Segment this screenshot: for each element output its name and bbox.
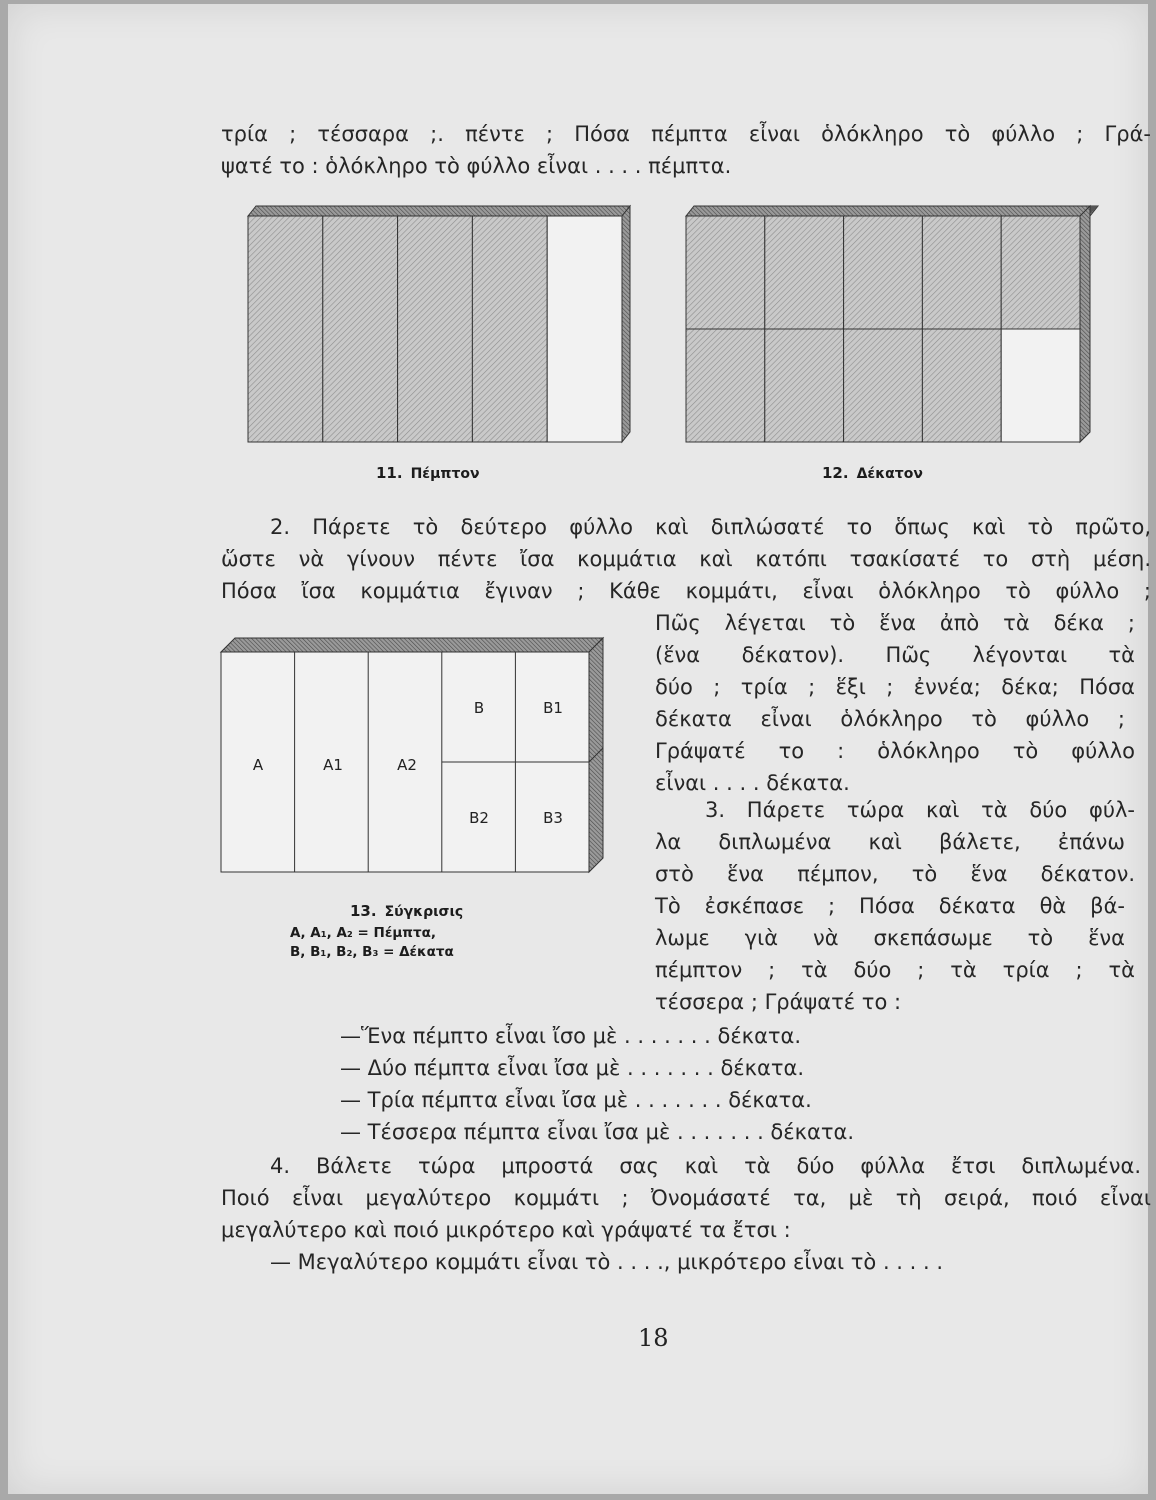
tenth-cell bbox=[844, 216, 923, 329]
figure-12-caption: 12. Δέκατον bbox=[822, 464, 923, 482]
fifth-cell bbox=[472, 216, 547, 442]
text-line: 3. Πάρετε τώρα καὶ τὰ δύο φύλ- bbox=[705, 798, 1135, 822]
text-line: Τὸ ἐσκέπασε ; Πόσα δέκατα θὰ βά- bbox=[655, 894, 1125, 918]
tenth-cell bbox=[922, 329, 1001, 442]
label-a1: A1 bbox=[323, 756, 343, 774]
label-b1: B1 bbox=[543, 699, 563, 717]
label-b2: B2 bbox=[469, 809, 489, 827]
text-line: ὥστε νὰ γίνουν πέντε ἴσα κομμάτια καὶ κατόπι τσακίσατέ το στὴ μέση. bbox=[221, 547, 1151, 571]
list-item: —Ἕνα πέμπτο εἶναι ἴσο μὲ . . . . . . . δέκατα. bbox=[340, 1024, 802, 1048]
page-number: 18 bbox=[638, 1324, 669, 1352]
fifth-cell bbox=[398, 216, 473, 442]
tenth-cell bbox=[765, 329, 844, 442]
text-line: Πῶς λέγεται τὸ ἕνα ἀπὸ τὰ δέκα ; bbox=[655, 611, 1135, 635]
text-line: τέσσερα ; Γράψατέ το : bbox=[655, 990, 902, 1014]
tenth-cell bbox=[844, 329, 923, 442]
text-line: Γράψατέ το : ὁλόκληρο τὸ φύλλο bbox=[655, 739, 1135, 763]
tenth-cell bbox=[1001, 216, 1080, 329]
text-line: 2. Πάρετε τὸ δεύτερο φύλλο καὶ διπλώσατέ το ὅπως καὶ τὸ πρῶτο, bbox=[270, 515, 1151, 539]
text-line: μεγαλύτερο καὶ ποιό μικρότερο καὶ γράψατέ τα ἔτσι : bbox=[221, 1218, 791, 1242]
label-a: A bbox=[252, 756, 264, 774]
legend-line: Β, Β₁, Β₂, Β₃ = Δέκατα bbox=[290, 944, 454, 960]
text-line: λωμε γιὰ νὰ σκεπάσωμε τὸ ἕνα bbox=[655, 926, 1125, 950]
text-line: δύο ; τρία ; ἕξι ; ἐννέα; δέκα; Πόσα bbox=[655, 675, 1135, 699]
text-line: δέκατα εἶναι ὁλόκληρο τὸ φύλλο ; bbox=[655, 707, 1125, 731]
text-line: Ποιό εἶναι μεγαλύτερο κομμάτι ; Ὀνομάσατέ τα, μὲ τὴ σειρά, ποιό εἶναι bbox=[221, 1186, 1151, 1210]
fifth-cell bbox=[248, 216, 323, 442]
tenth-cell bbox=[686, 329, 765, 442]
tenth-cell bbox=[765, 216, 844, 329]
text-line: πέμπτον ; τὰ δύο ; τὰ τρία ; τὰ bbox=[655, 958, 1135, 982]
list-item: — Τέσσερα πέμπτα εἶναι ἴσα μὲ . . . . . . . δέκατα. bbox=[340, 1120, 854, 1144]
label-b3: B3 bbox=[543, 809, 563, 827]
figure-13-caption: 13. Σύγκρισις bbox=[350, 902, 464, 920]
fifth-cell bbox=[547, 216, 622, 442]
text-line: τρία ; τέσσαρα ;. πέντε ; Πόσα πέμπτα εἶναι ὁλόκληρο τὸ φύλλο ; Γρά- bbox=[221, 122, 1151, 146]
list-item: — Τρία πέμπτα εἶναι ἴσα μὲ . . . . . . . δέκατα. bbox=[340, 1088, 812, 1112]
tenth-cell bbox=[922, 216, 1001, 329]
label-b: B bbox=[473, 699, 485, 717]
fifth-cell bbox=[323, 216, 398, 442]
figure-11-caption: 11. Πέμπτον bbox=[376, 464, 480, 482]
figure-tenths bbox=[676, 200, 1106, 450]
legend-line: Α, Α₁, Α₂ = Πέμπτα, bbox=[290, 925, 436, 941]
text-line: 4. Βάλετε τώρα μπροστά σας καὶ τὰ δύο φύλλα ἔτσι διπλωμένα. bbox=[270, 1154, 1141, 1178]
list-item: — Δύο πέμπτα εἶναι ἴσα μὲ . . . . . . . δέκατα. bbox=[340, 1056, 805, 1080]
text-line: Πόσα ἴσα κομμάτια ἔγιναν ; Κάθε κομμάτι, εἶναι ὁλόκληρο τὸ φύλλο ; bbox=[221, 579, 1151, 603]
label-a2: A2 bbox=[397, 756, 417, 774]
figure-13-legend bbox=[290, 924, 454, 962]
tenth-cell bbox=[1001, 329, 1080, 442]
text-line: (ἕνα δέκατον). Πῶς λέγονται τὰ bbox=[655, 643, 1135, 667]
text-line: εἶναι . . . . δέκατα. bbox=[655, 771, 850, 795]
book-page bbox=[8, 4, 1151, 1494]
text-line: στὸ ἕνα πέμπον, τὸ ἕνα δέκατον. bbox=[655, 862, 1135, 886]
figure-comparison bbox=[213, 630, 613, 880]
text-line: λα διπλωμένα καὶ βάλετε, ἐπάνω bbox=[655, 830, 1125, 854]
text-line: ψατέ το : ὁλόκληρο τὸ φύλλο εἶναι . . . . πέμπτα. bbox=[221, 154, 732, 178]
figure-fifths bbox=[238, 200, 638, 450]
text-line: — Μεγαλύτερο κομμάτι εἶναι τὸ . . . ., μικρότερο εἶναι τὸ . . . . . bbox=[270, 1250, 944, 1274]
tenth-cell bbox=[686, 216, 765, 329]
